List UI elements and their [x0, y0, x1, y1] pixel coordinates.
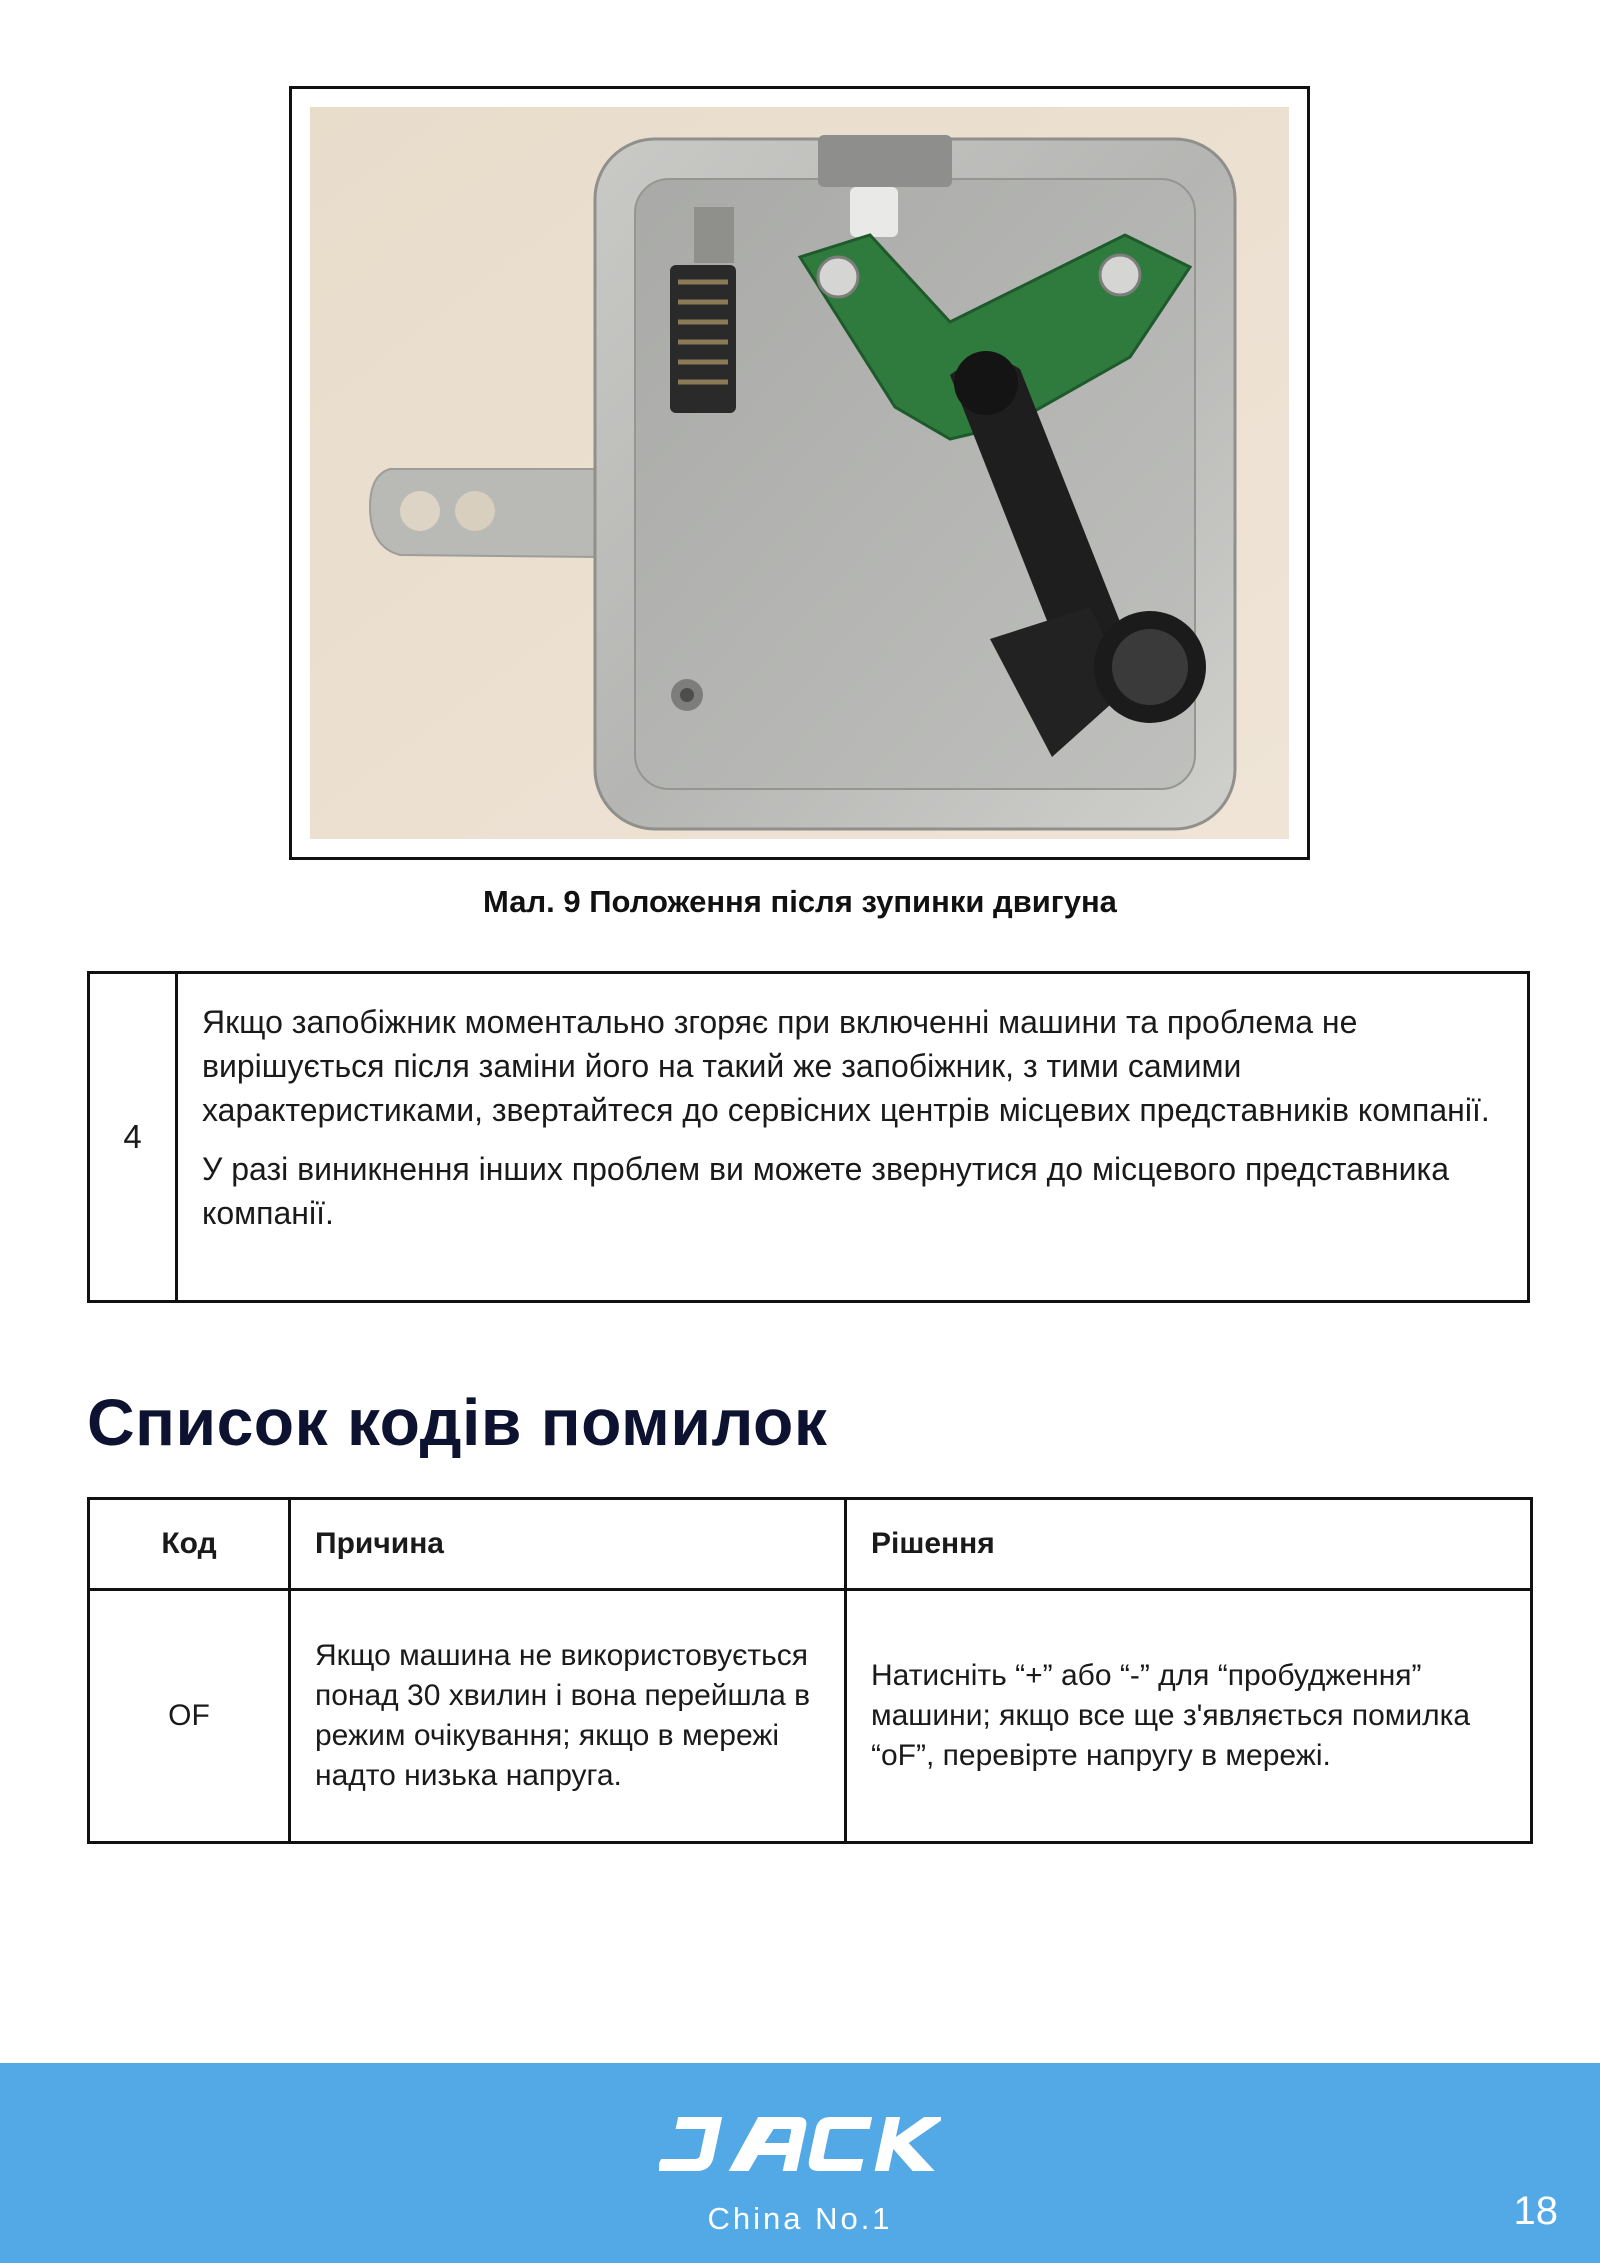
table-row	[89, 1590, 1532, 1843]
error-cause: Якщо машина не використовується понад 30 хвилин і вона перейшла в режим очікування; якщо в мережі надто низька напруга.	[290, 1590, 846, 1843]
note-number: 4	[90, 974, 178, 1300]
motor-box-photo	[310, 107, 1289, 839]
figure-frame	[289, 86, 1310, 860]
figure-caption: Мал. 9 Положення після зупинки двигуна	[483, 884, 1117, 919]
note-table	[87, 971, 1530, 1303]
footer-bar	[0, 2063, 1600, 2263]
note-paragraph: Якщо запобіжник моментально згоряє при включенні машини та проблема не вирішується після заміни його на такий же запобіжник, з тими самими характеристиками, звертайтеся до сервісних центрів місцевих представників компанії.	[202, 1004, 1490, 1128]
footer-tagline: China No.1	[707, 2201, 893, 2236]
header-cause: Причина	[290, 1499, 846, 1590]
note-body	[178, 974, 1527, 1300]
error-solution: Натисніть “+” або “-” для “пробудження” машини; якщо все ще з'являється помилка “oF”, перевірте напругу в мережі.	[846, 1590, 1532, 1843]
header-solution: Рішення	[846, 1499, 1532, 1590]
section-title: Список кодів помилок	[87, 1385, 828, 1459]
header-code: Код	[89, 1499, 290, 1590]
error-codes-table	[87, 1497, 1533, 1844]
note-paragraph: У разі виникнення інших проблем ви можете звернутися до місцевого представника компанії.	[202, 1151, 1449, 1231]
page-number: 18	[1513, 2189, 1558, 2233]
error-code: OF	[89, 1590, 290, 1843]
table-header-row	[89, 1499, 1532, 1590]
jack-logo	[659, 2113, 941, 2175]
